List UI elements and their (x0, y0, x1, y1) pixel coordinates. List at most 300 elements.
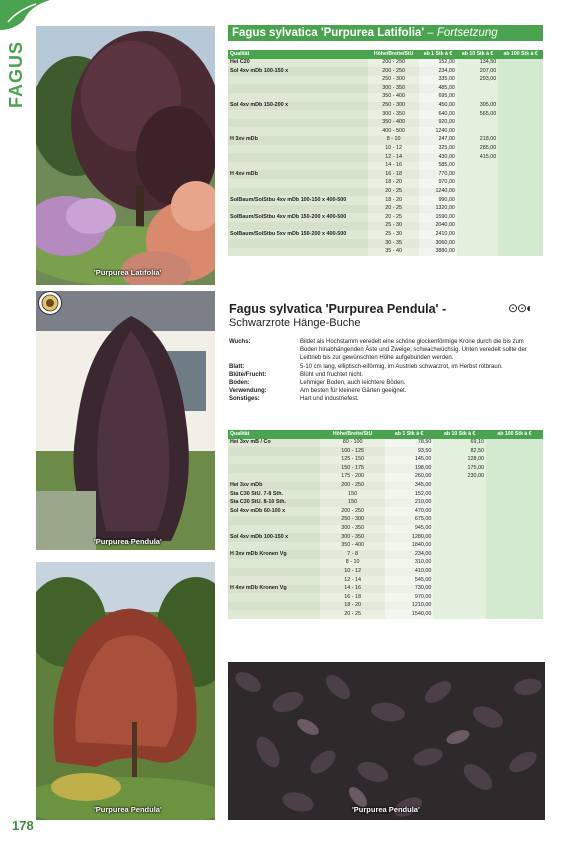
table-cell: 20 - 25 (368, 213, 419, 222)
table-cell: 1840,00 (385, 542, 433, 551)
table-cell: 300 - 350 (368, 110, 419, 119)
description-row (229, 363, 539, 371)
table-cell (228, 456, 320, 465)
table-cell: 545,00 (385, 576, 433, 585)
col-header-quality: Qualität (228, 430, 320, 439)
table-cell (228, 222, 368, 231)
table-row (228, 516, 543, 525)
table-cell: 945,00 (385, 525, 433, 534)
table-cell: 695,00 (419, 93, 457, 102)
table-cell (433, 533, 486, 542)
table-cell: 207,00 (457, 67, 498, 76)
quality-seal-icon (38, 291, 62, 315)
pendula-description (229, 338, 539, 404)
table-cell (486, 593, 543, 602)
table-cell: 350 - 400 (320, 542, 385, 551)
table-cell: 335,00 (419, 76, 457, 85)
table-cell: 350 - 400 (368, 119, 419, 128)
description-value: Hart und industriefest. (300, 396, 359, 403)
table-cell: 10 - 12 (368, 145, 419, 154)
table-cell (457, 213, 498, 222)
table-row (228, 456, 543, 465)
table-cell (228, 127, 368, 136)
table-row (228, 213, 543, 222)
table-cell (498, 248, 543, 257)
table-cell (433, 585, 486, 594)
table-cell: 8 - 10 (368, 136, 419, 145)
table-cell (433, 525, 486, 534)
table-cell (228, 84, 368, 93)
table-cell: 16 - 18 (368, 170, 419, 179)
light-exposure-icon: ⊙⊙◐ (508, 301, 533, 315)
table-row (228, 84, 543, 93)
table-cell (228, 110, 368, 119)
table-cell: 12 - 14 (368, 153, 419, 162)
table-cell (228, 93, 368, 102)
table-row (228, 568, 543, 577)
table-cell (457, 127, 498, 136)
table-cell (498, 213, 543, 222)
table-row (228, 525, 543, 534)
col-header-price-10: ab 10 Stk à € (457, 50, 498, 59)
table-row (228, 559, 543, 568)
table-row (228, 439, 543, 448)
table-cell (433, 610, 486, 619)
table-row (228, 230, 543, 239)
table-cell: 1540,00 (385, 610, 433, 619)
description-row (229, 338, 539, 363)
table-cell (486, 490, 543, 499)
table-cell: 300 - 350 (320, 533, 385, 542)
table-cell (228, 145, 368, 154)
table-cell: Sol 4xv mDb 150-200 x (228, 102, 368, 111)
table-cell (498, 59, 543, 68)
table-cell: 93,50 (385, 447, 433, 456)
description-value: Blüht und fruchtet nicht. (300, 371, 364, 378)
photo-purpurea-pendula-leaves (228, 662, 545, 820)
table-cell: Hei 3xv mDb (228, 482, 320, 491)
table-cell: 150 - 175 (320, 464, 385, 473)
table-cell: 152,00 (385, 490, 433, 499)
table-row (228, 248, 543, 257)
section-label: FAGUS (6, 40, 26, 108)
table-cell (457, 179, 498, 188)
table-cell: 300 - 350 (320, 525, 385, 534)
table-cell: 8 - 10 (320, 559, 385, 568)
table-cell: 150 (320, 490, 385, 499)
table-cell (457, 119, 498, 128)
table-cell (486, 499, 543, 508)
table-cell: 395,00 (457, 102, 498, 111)
table-cell (498, 76, 543, 85)
table-cell: 20 - 25 (368, 205, 419, 214)
table-cell: 1280,00 (385, 533, 433, 542)
col-header-size: Höhe/Breite/StU (320, 430, 385, 439)
table-cell (498, 153, 543, 162)
table-cell: 14 - 16 (368, 162, 419, 171)
description-value: Am besten für kleinere Gärten geeignet. (300, 388, 407, 395)
table-cell (498, 179, 543, 188)
table-cell: 175 - 200 (320, 473, 385, 482)
table-cell: 20 - 25 (320, 610, 385, 619)
table-cell (486, 602, 543, 611)
table-cell: 415,00 (457, 153, 498, 162)
description-value: Lehmiger Boden, auch leichtere Böden. (300, 380, 406, 387)
pendula-subtitle: Schwarzrote Hänge-Buche (229, 317, 361, 329)
table-cell (457, 162, 498, 171)
pendula-title: Fagus sylvatica 'Purpurea Pendula' - (229, 302, 447, 316)
table-cell: 100 - 125 (320, 447, 385, 456)
table-row (228, 162, 543, 171)
table-cell (228, 542, 320, 551)
table-cell: 410,00 (385, 568, 433, 577)
table-cell (498, 196, 543, 205)
table-cell: Hei 3xv mB / Co (228, 439, 320, 448)
table-cell (486, 576, 543, 585)
table-cell: 2410,00 (419, 230, 457, 239)
table-cell (486, 507, 543, 516)
table-row (228, 188, 543, 197)
table-cell (498, 127, 543, 136)
table-cell: 293,00 (457, 76, 498, 85)
description-key: Blüte/Frucht: (229, 371, 267, 378)
table-cell: 18 - 20 (368, 179, 419, 188)
table-cell: 134,50 (457, 59, 498, 68)
table-cell: 234,00 (419, 67, 457, 76)
table-cell: 230,00 (433, 473, 486, 482)
table-cell: 3880,00 (419, 248, 457, 257)
table-cell: 970,00 (385, 593, 433, 602)
table-cell (457, 222, 498, 231)
table-cell: 200 - 250 (320, 482, 385, 491)
table-cell (486, 542, 543, 551)
table-row (228, 507, 543, 516)
table-cell: 730,00 (385, 585, 433, 594)
table-cell: 218,00 (457, 136, 498, 145)
table-cell: 150 (320, 499, 385, 508)
table-cell (228, 559, 320, 568)
table-row (228, 67, 543, 76)
table-cell: Sol 4xv mDb 100-150 x (228, 67, 368, 76)
table-cell (457, 196, 498, 205)
table-row (228, 170, 543, 179)
table-cell: 20 - 25 (368, 188, 419, 197)
table-cell (486, 447, 543, 456)
table-row (228, 119, 543, 128)
col-header-price-100: ab 100 Stk à € (486, 430, 543, 439)
table-cell (498, 136, 543, 145)
table-cell: 69,10 (433, 439, 486, 448)
table-row (228, 196, 543, 205)
table-cell (433, 593, 486, 602)
photo-purpurea-pendula-house (36, 291, 215, 550)
table-cell (486, 456, 543, 465)
table-cell: 30 - 35 (368, 239, 419, 248)
description-value: 5-10 cm lang, elliptisch-eiförmig, im Austrieb schwarzrot, im Herbst rotbraun. (300, 363, 503, 370)
table-cell: 350 - 400 (368, 93, 419, 102)
table-cell: SolBaum/SolStbu 5xv mDb 150-200 x 400-500 (228, 230, 368, 239)
table-cell (228, 473, 320, 482)
table-row (228, 136, 543, 145)
table-cell: Sol 4xv mDb 100-150 x (228, 533, 320, 542)
table-cell: 1320,00 (419, 205, 457, 214)
table-row (228, 93, 543, 102)
table-cell (228, 447, 320, 456)
table-cell (498, 110, 543, 119)
table-cell (486, 550, 543, 559)
table-cell (486, 525, 543, 534)
table-cell: 325,00 (419, 145, 457, 154)
table-cell (228, 525, 320, 534)
table-cell: SolBaum/SolStbu 4xv mDb 150-200 x 400-500 (228, 213, 368, 222)
table-cell: 200 - 250 (320, 507, 385, 516)
table-cell (457, 93, 498, 102)
table-cell (228, 239, 368, 248)
table-row (228, 585, 543, 594)
table-cell: 260,00 (385, 473, 433, 482)
table-cell: 234,00 (385, 550, 433, 559)
table-cell (498, 222, 543, 231)
table-row (228, 593, 543, 602)
table-cell: Sta C30 StU. 8-10 Sth. (228, 499, 320, 508)
table-cell: 128,00 (433, 456, 486, 465)
table-cell: 640,00 (419, 110, 457, 119)
table-cell (228, 179, 368, 188)
photo-purpurea-pendula-red (36, 562, 215, 820)
table-cell: H 3xv mDb (228, 136, 368, 145)
table-row (228, 576, 543, 585)
table-cell (228, 153, 368, 162)
table-cell (433, 516, 486, 525)
table-row (228, 447, 543, 456)
table-cell (498, 205, 543, 214)
table-cell (228, 593, 320, 602)
table-cell: 485,00 (419, 84, 457, 93)
table-cell: 285,00 (457, 145, 498, 154)
table-cell: 1240,00 (419, 188, 457, 197)
description-key: Boden: (229, 380, 250, 387)
col-header-price-1: ab 1 Stk à € (419, 50, 457, 59)
table-cell: 175,00 (433, 464, 486, 473)
table-row (228, 542, 543, 551)
table-row (228, 59, 543, 68)
table-cell: 430,00 (419, 153, 457, 162)
table-cell: 990,00 (419, 196, 457, 205)
table-cell (498, 230, 543, 239)
table-cell: 1240,00 (419, 127, 457, 136)
table-cell (228, 568, 320, 577)
table-cell: 1590,00 (419, 213, 457, 222)
table-cell (228, 610, 320, 619)
table-row (228, 482, 543, 491)
table-cell: 16 - 18 (320, 593, 385, 602)
table-cell (457, 170, 498, 179)
table-cell (433, 602, 486, 611)
table-row (228, 602, 543, 611)
table-row (228, 76, 543, 85)
caption-pendula-3: 'Purpurea Pendula' (352, 805, 420, 814)
caption-pendula-2: 'Purpurea Pendula' (94, 805, 162, 814)
description-row (229, 371, 539, 379)
col-header-price-100: ab 100 Stk à € (498, 50, 543, 59)
table-cell (486, 559, 543, 568)
table-cell: 345,00 (385, 482, 433, 491)
table-row (228, 499, 543, 508)
table-cell: 25 - 30 (368, 230, 419, 239)
table-cell: 78,50 (385, 439, 433, 448)
table-cell: 200 - 250 (368, 67, 419, 76)
table-cell (498, 84, 543, 93)
table-cell (433, 576, 486, 585)
table-cell (498, 67, 543, 76)
table-cell (433, 490, 486, 499)
description-row (229, 395, 539, 403)
table-cell: 35 - 40 (368, 248, 419, 257)
table-cell: 250 - 300 (368, 102, 419, 111)
table-cell (433, 482, 486, 491)
table-cell: 400 - 500 (368, 127, 419, 136)
table-cell: 12 - 14 (320, 576, 385, 585)
table-cell (486, 439, 543, 448)
table-row (228, 550, 543, 559)
table-cell (228, 464, 320, 473)
table-cell: 198,00 (385, 464, 433, 473)
table-cell (457, 205, 498, 214)
description-value: Bildet als Hochstamm veredelt eine schöne glockenförmige Krone durch die bis zum Boden hinabhängenden Äste und Zweige; schwachwüchsig. Unten veredelt sollte der Leittrieb bis zur gewünschten Höhe aufgebunden werden. (300, 339, 527, 362)
table-row (228, 610, 543, 619)
table-cell (498, 188, 543, 197)
table-row (228, 205, 543, 214)
table-cell (228, 576, 320, 585)
table-cell: SolBaum/SolStbu 4xv mDb 100-150 x 400-500 (228, 196, 368, 205)
table-cell (228, 205, 368, 214)
table-cell (498, 239, 543, 248)
table-cell: 82,50 (433, 447, 486, 456)
table-cell: 250 - 300 (368, 76, 419, 85)
table-cell (228, 602, 320, 611)
photo-purpurea-latifolia (36, 26, 215, 285)
table-cell: 14 - 16 (320, 585, 385, 594)
table-cell: 247,00 (419, 136, 457, 145)
page-number: 178 (12, 818, 34, 833)
table-cell: 10 - 12 (320, 568, 385, 577)
table-cell (228, 248, 368, 257)
caption-latifolia: 'Purpurea Latifolia' (94, 268, 162, 277)
table-cell: 18 - 20 (368, 196, 419, 205)
col-header-quality: Qualität (228, 50, 368, 59)
table-cell: 145,00 (385, 456, 433, 465)
table-row (228, 145, 543, 154)
table-cell (486, 473, 543, 482)
table-cell: 675,00 (385, 516, 433, 525)
table-cell: 2040,00 (419, 222, 457, 231)
table-row (228, 533, 543, 542)
table-cell: 7 - 8 (320, 550, 385, 559)
table-cell: 450,00 (419, 102, 457, 111)
table-cell: 565,00 (457, 110, 498, 119)
table-cell (486, 568, 543, 577)
table-cell (228, 76, 368, 85)
table-cell (433, 507, 486, 516)
table-cell (498, 162, 543, 171)
table-cell: H 4xv mDb (228, 170, 368, 179)
table-cell: 470,00 (385, 507, 433, 516)
table-cell (433, 568, 486, 577)
table-cell (457, 84, 498, 93)
table-cell (486, 533, 543, 542)
table-row (228, 222, 543, 231)
table-cell (486, 464, 543, 473)
table-cell (228, 516, 320, 525)
table-cell (433, 499, 486, 508)
table-cell: 1210,00 (385, 602, 433, 611)
col-header-price-10: ab 10 Stk à € (433, 430, 486, 439)
table-cell: 210,00 (385, 499, 433, 508)
table-row (228, 239, 543, 248)
table-cell (228, 162, 368, 171)
table-cell: 770,00 (419, 170, 457, 179)
table-cell (498, 93, 543, 102)
description-key: Verwendung: (229, 388, 267, 395)
table-cell: 3060,00 (419, 239, 457, 248)
table-cell: 25 - 30 (368, 222, 419, 231)
table-cell (433, 550, 486, 559)
table-cell: 300 - 350 (368, 84, 419, 93)
table-cell: 585,00 (419, 162, 457, 171)
table-cell: H 4xv mDb Kronen Vg (228, 585, 320, 594)
table-cell (498, 145, 543, 154)
table-cell: 18 - 20 (320, 602, 385, 611)
table-cell: Sol 4xv mDb 60-100 x (228, 507, 320, 516)
table-cell (228, 119, 368, 128)
table-cell (457, 239, 498, 248)
table-cell (498, 102, 543, 111)
table-cell: 125 - 150 (320, 456, 385, 465)
table-cell: 152,00 (419, 59, 457, 68)
description-key: Wuchs: (229, 339, 251, 345)
table-cell: 200 - 250 (368, 59, 419, 68)
table-cell (486, 482, 543, 491)
table-row (228, 153, 543, 162)
latifolia-title-suffix: – Fortsetzung (427, 27, 498, 39)
table-cell (486, 516, 543, 525)
table-cell: 310,00 (385, 559, 433, 568)
table-cell (228, 188, 368, 197)
latifolia-title-bar (228, 25, 543, 41)
latifolia-price-table (228, 50, 543, 256)
table-cell (457, 230, 498, 239)
table-cell (433, 542, 486, 551)
table-row (228, 179, 543, 188)
table-row (228, 110, 543, 119)
table-row (228, 490, 543, 499)
table-row (228, 102, 543, 111)
table-cell: Hei C20 (228, 59, 368, 68)
description-row (229, 379, 539, 387)
caption-pendula-1: 'Purpurea Pendula' (94, 537, 162, 546)
table-cell: H 3xv mDb Kronen Vg (228, 550, 320, 559)
col-header-size: Höhe/Breite/StU (368, 50, 419, 59)
table-cell (498, 170, 543, 179)
table-cell: 970,00 (419, 179, 457, 188)
table-row (228, 464, 543, 473)
table-cell (457, 188, 498, 197)
table-cell (457, 248, 498, 257)
description-key: Blatt: (229, 363, 245, 370)
table-cell: 80 - 100 (320, 439, 385, 448)
table-cell: Sta C30 StU. 7-8 Sth. (228, 490, 320, 499)
table-cell (486, 585, 543, 594)
